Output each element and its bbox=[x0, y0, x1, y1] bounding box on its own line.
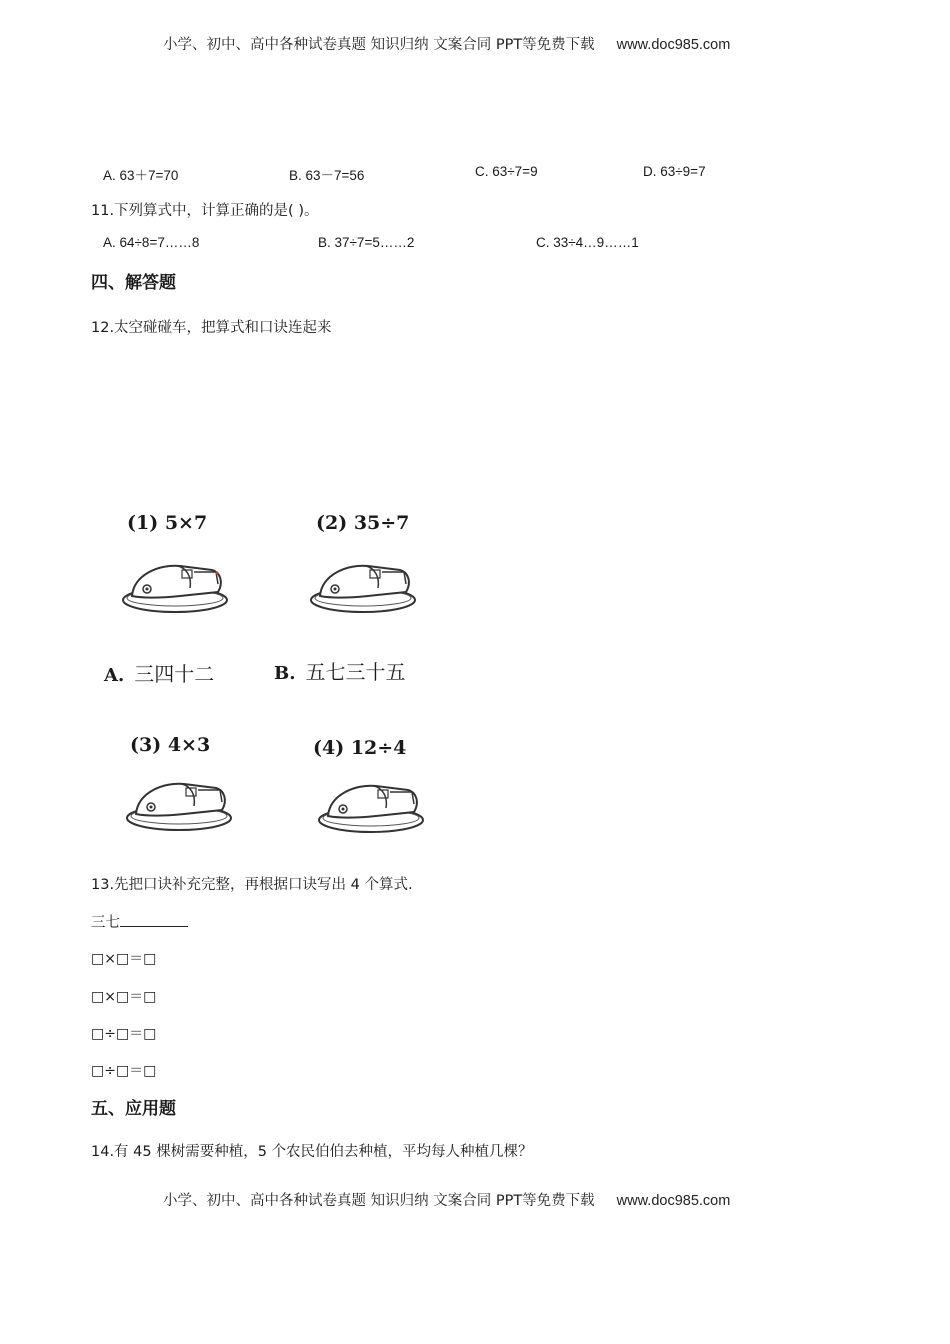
rhyme-b-letter: B. bbox=[274, 663, 296, 684]
q13-rhyme-prefix: 三七 bbox=[91, 915, 120, 931]
page-footer bbox=[163, 1189, 730, 1210]
q13-equation-4[interactable]: □÷□＝□ bbox=[91, 1063, 157, 1079]
rhyme-b-text: 五七三十五 bbox=[305, 660, 406, 684]
car-label-3: (3) 4×3 bbox=[130, 734, 211, 756]
q13-equation-3[interactable]: □÷□＝□ bbox=[91, 1026, 157, 1042]
q10-option-c: C. 63÷7=9 bbox=[475, 164, 538, 179]
q14-question: 14.有 45 棵树需要种植，5 个农民伯伯去种植，平均每人种植几棵？ bbox=[91, 1144, 533, 1160]
q10-option-a: A. 63＋7=70 bbox=[103, 168, 179, 183]
header-text: 小学、初中、高中各种试卷真题 知识归纳 文案合同 PPT等免费下载 bbox=[163, 37, 595, 53]
section-title-5: 五、应用题 bbox=[91, 1099, 176, 1119]
q13-rhyme bbox=[91, 911, 188, 932]
car-label-4: (4) 12÷4 bbox=[313, 737, 407, 759]
q13-rhyme-blank[interactable] bbox=[120, 912, 188, 927]
bumper-car-icon bbox=[124, 776, 234, 834]
q11-option-a: A. 64÷8=7……8 bbox=[103, 235, 200, 250]
q10-option-d: D. 63÷9=7 bbox=[643, 164, 706, 179]
section-title-4: 四、解答题 bbox=[91, 273, 176, 293]
q11-option-c: C. 33÷4…9……1 bbox=[536, 235, 639, 250]
car-label-1: (1) 5×7 bbox=[127, 512, 208, 534]
bumper-car-icon bbox=[316, 778, 426, 836]
header-url[interactable]: www.doc985.com bbox=[616, 37, 731, 53]
q13-equation-1[interactable]: □×□＝□ bbox=[91, 951, 157, 967]
q11-question: 11.下列算式中，计算正确的是( )。 bbox=[91, 203, 319, 219]
q13-equation-2[interactable]: □×□＝□ bbox=[91, 989, 157, 1005]
rhyme-a bbox=[104, 658, 214, 687]
rhyme-a-letter: A. bbox=[104, 665, 125, 686]
footer-text: 小学、初中、高中各种试卷真题 知识归纳 文案合同 PPT等免费下载 bbox=[163, 1193, 595, 1209]
rhyme-a-text: 三四十二 bbox=[134, 662, 215, 686]
q12-question: 12.太空碰碰车，把算式和口诀连起来 bbox=[91, 320, 332, 336]
q11-option-b: B. 37÷7=5……2 bbox=[318, 235, 415, 250]
q13-question: 13.先把口诀补充完整，再根据口诀写出 4 个算式. bbox=[91, 877, 413, 893]
page-header bbox=[163, 33, 730, 54]
q10-option-b: B. 63－7=56 bbox=[289, 168, 365, 183]
bumper-car-icon bbox=[120, 558, 230, 616]
footer-url[interactable]: www.doc985.com bbox=[616, 1193, 731, 1209]
car-label-2: (2) 35÷7 bbox=[316, 512, 410, 534]
rhyme-b bbox=[274, 656, 405, 685]
bumper-car-icon bbox=[308, 558, 418, 616]
